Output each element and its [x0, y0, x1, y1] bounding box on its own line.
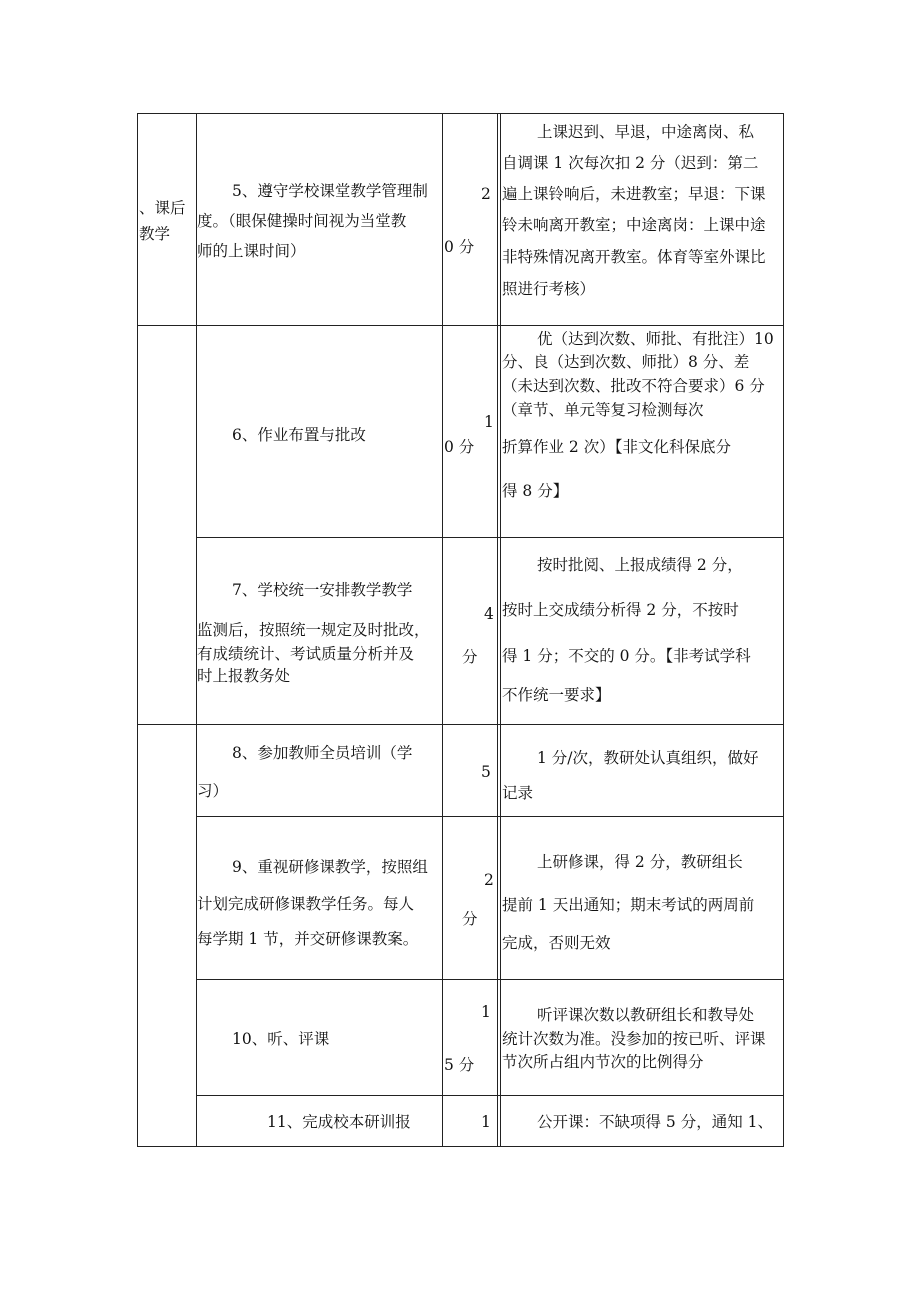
item-9-line-2: 计划完成研修课教学任务。每人 — [197, 895, 415, 913]
item-7-line-1: 7、学校统一安排教学教学 — [232, 581, 413, 599]
rule-7-line-2: 按时上交成绩分析得 2 分，不按时 — [502, 601, 739, 619]
item-7-line-2: 监测后，按照统一规定及时批改， — [197, 621, 430, 639]
score-11: 1 — [481, 1113, 491, 1131]
rule-6-line-3: （未达到次数、批改不符合要求）6 分 — [502, 377, 765, 395]
item-8-line-2: 习） — [197, 782, 229, 800]
item-5-line-3: 师的上课时间） — [197, 242, 306, 260]
rule-6-line-6: 得 8 分】 — [502, 482, 569, 500]
item-5-line-2: 度。（眼保健操时间视为当堂教 — [197, 212, 407, 230]
score-5-b: 0 分 — [444, 238, 475, 256]
col-line-3b — [500, 113, 501, 1146]
rule-10-line-2: 统计次数为准。没参加的按已听、评课 — [502, 1030, 766, 1048]
item-9-line-3: 每学期 1 节，并交研修课教案。 — [197, 930, 419, 948]
category-after-class-a: 、课后 — [139, 199, 186, 217]
score-9-a: 2 — [484, 871, 494, 889]
rule-6-line-5: 折算作业 2 次）【非文化科保底分 — [502, 438, 731, 456]
col-line-3a — [497, 113, 498, 1146]
score-6-b: 0 分 — [444, 438, 475, 456]
item-10: 10、听、评课 — [232, 1030, 330, 1048]
score-10-a: 1 — [481, 1003, 491, 1021]
item-11: 11、完成校本研训报 — [267, 1113, 411, 1131]
rule-9-line-3: 完成，否则无效 — [502, 934, 611, 952]
rule-11: 公开课：不缺项得 5 分，通知 1、 — [537, 1113, 774, 1131]
item-5-line-1: 5、遵守学校课堂教学管理制 — [232, 182, 428, 200]
score-7-b: 分 — [462, 648, 478, 666]
rule-7-line-3: 得 1 分；不交的 0 分。【非考试学科 — [502, 647, 751, 665]
item-8-line-1: 8、参加教师全员培训（学 — [232, 744, 413, 762]
rule-5-line-6: 照进行考核） — [502, 280, 596, 298]
table-top-border — [137, 113, 784, 114]
row-divider-5 — [137, 325, 784, 326]
rule-5-line-3: 遍上课铃响后，未进教室；早退：下课 — [502, 185, 766, 203]
score-8: 5 — [481, 763, 491, 781]
category-after-class-b: 教学 — [139, 225, 171, 243]
rule-7-line-1: 按时批阅、上报成绩得 2 分， — [537, 556, 743, 574]
item-7-line-4: 时上报教务处 — [197, 667, 291, 685]
score-5-a: 2 — [481, 185, 491, 203]
rule-7-line-4: 不作统一要求】 — [502, 686, 611, 704]
score-6-a: 1 — [484, 413, 494, 431]
item-9-line-1: 9、重视研修课教学，按照组 — [232, 858, 428, 876]
col-line-4 — [783, 113, 784, 1146]
rule-9-line-2: 提前 1 天出通知；期末考试的两周前 — [502, 896, 755, 914]
row-divider-6 — [196, 537, 784, 538]
rule-5-line-4: 铃未响离开教室；中途离岗：上课中途 — [502, 216, 766, 234]
col-line-2 — [442, 113, 443, 1146]
rule-8-line-2: 记录 — [502, 784, 534, 802]
rule-8-line-1: 1 分/次，教研处认真组织，做好 — [537, 749, 759, 767]
item-7-line-3: 有成绩统计、考试质量分析并及 — [197, 645, 415, 663]
row-divider-8 — [196, 816, 784, 817]
rule-6-line-4: （章节、单元等复习检测每次 — [502, 401, 704, 419]
score-10-b: 5 分 — [444, 1056, 475, 1074]
rule-10-line-1: 听评课次数以教研组长和教导处 — [537, 1006, 755, 1024]
col-line-0 — [137, 113, 138, 1146]
rule-5-line-2: 自调课 1 次每次扣 2 分（迟到：第二 — [502, 154, 759, 172]
rule-10-line-3: 节次所占组内节次的比例得分 — [502, 1053, 704, 1071]
rule-6-line-2: 分、良（达到次数、师批）8 分、差 — [502, 353, 750, 371]
item-6: 6、作业布置与批改 — [232, 426, 366, 444]
rule-6-line-1: 优（达到次数、师批、有批注）10 — [537, 330, 774, 348]
rule-5-line-5: 非特殊情况离开教室。体育等室外课比 — [502, 248, 766, 266]
score-7-a: 4 — [484, 605, 494, 623]
rule-5-line-1: 上课迟到、早退，中途离岗、私 — [537, 123, 755, 141]
table-bottom-border — [137, 1146, 784, 1147]
row-divider-9 — [196, 979, 784, 980]
rule-9-line-1: 上研修课，得 2 分，教研组长 — [537, 853, 743, 871]
score-9-b: 分 — [462, 910, 478, 928]
row-divider-10 — [196, 1095, 784, 1096]
row-divider-7 — [137, 724, 784, 725]
